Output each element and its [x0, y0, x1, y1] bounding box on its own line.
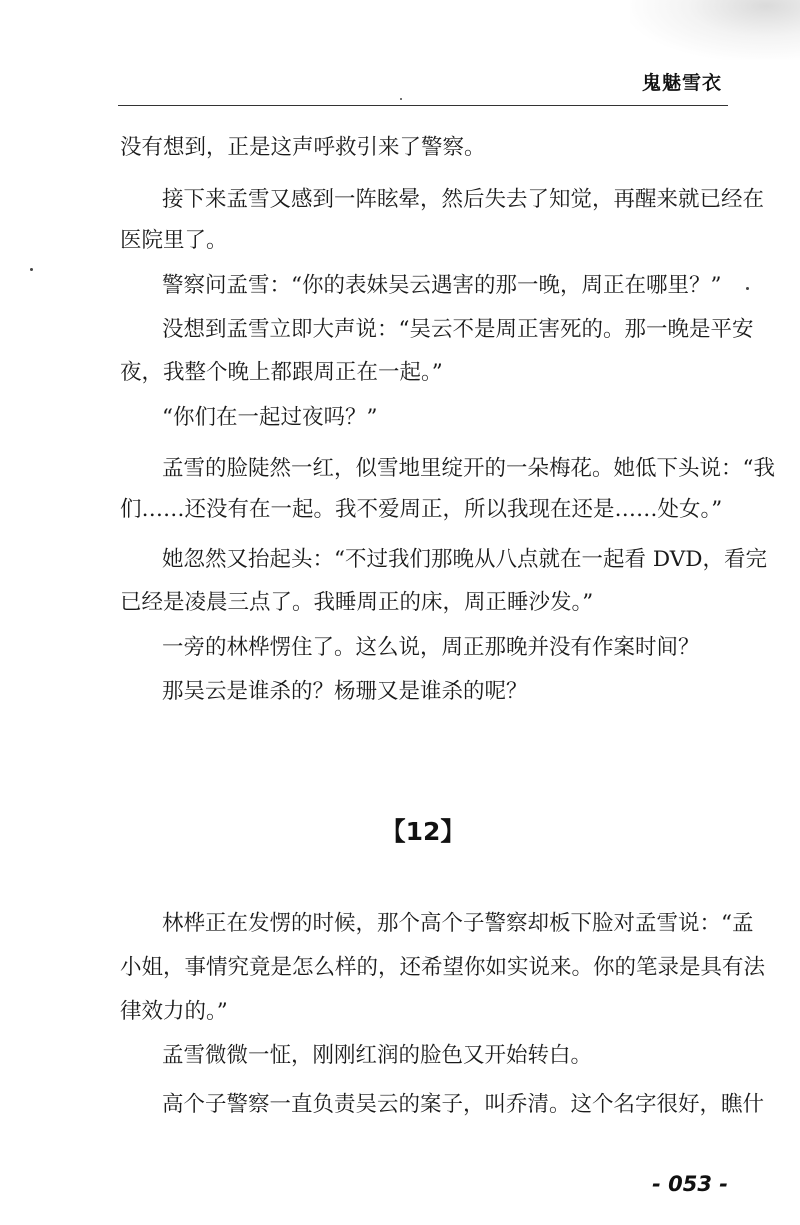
text-line: 她忽然又抬起头：“不过我们那晚从八点就在一起看 DVD，看完 — [162, 547, 767, 572]
text-line: 林桦正在发愣的时候，那个高个子警察却板下脸对孟雪说：“孟 — [162, 911, 754, 936]
scan-corner-smudge — [630, 0, 800, 60]
scan-speck — [30, 268, 33, 271]
text-line: 孟雪微微一怔，刚刚红润的脸色又开始转白。 — [162, 1043, 593, 1068]
text-line: 警察问孟雪：“你的表妹吴云遇害的那一晚，周正在哪里？” — [162, 273, 722, 298]
text-line: “你们在一起过夜吗？” — [162, 405, 378, 430]
text-line: 没有想到，正是这声呼救引来了警察。 — [120, 135, 486, 160]
text-line: 律效力的。” — [120, 999, 228, 1024]
text-line: 高个子警察一直负责吴云的案子，叫乔清。这个名字很好，瞧什 — [162, 1092, 765, 1117]
page-number: - 053 - — [652, 1172, 728, 1196]
text-line: 小姐，事情究竟是怎么样的，还希望你如实说来。你的笔录是具有法 — [120, 955, 766, 980]
text-line: 已经是凌晨三点了。我睡周正的床，周正睡沙发。” — [120, 590, 594, 615]
text-line: 孟雪的脸陡然一红，似雪地里绽开的一朵梅花。她低下头说：“我 — [162, 456, 775, 481]
text-line: 那吴云是谁杀的？杨珊又是谁杀的呢？ — [162, 679, 528, 704]
chapter-heading: 【12】 — [380, 817, 466, 846]
text-line: 一旁的林桦愣住了。这么说，周正那晚并没有作案时间？ — [162, 635, 700, 660]
text-line: 没想到孟雪立即大声说：“吴云不是周正害死的。那一晚是平安 — [162, 317, 754, 342]
scan-speck — [400, 98, 402, 100]
scan-speck — [746, 287, 749, 290]
running-header-title: 鬼魅雪衣 — [641, 72, 722, 94]
header-rule — [118, 105, 728, 106]
text-line: 们……还没有在一起。我不爱周正，所以我现在还是……处女。” — [120, 497, 723, 522]
text-line: 医院里了。 — [120, 228, 228, 253]
text-line: 夜，我整个晚上都跟周正在一起。” — [120, 360, 443, 385]
text-line: 接下来孟雪又感到一阵眩晕，然后失去了知觉，再醒来就已经在 — [162, 187, 765, 212]
